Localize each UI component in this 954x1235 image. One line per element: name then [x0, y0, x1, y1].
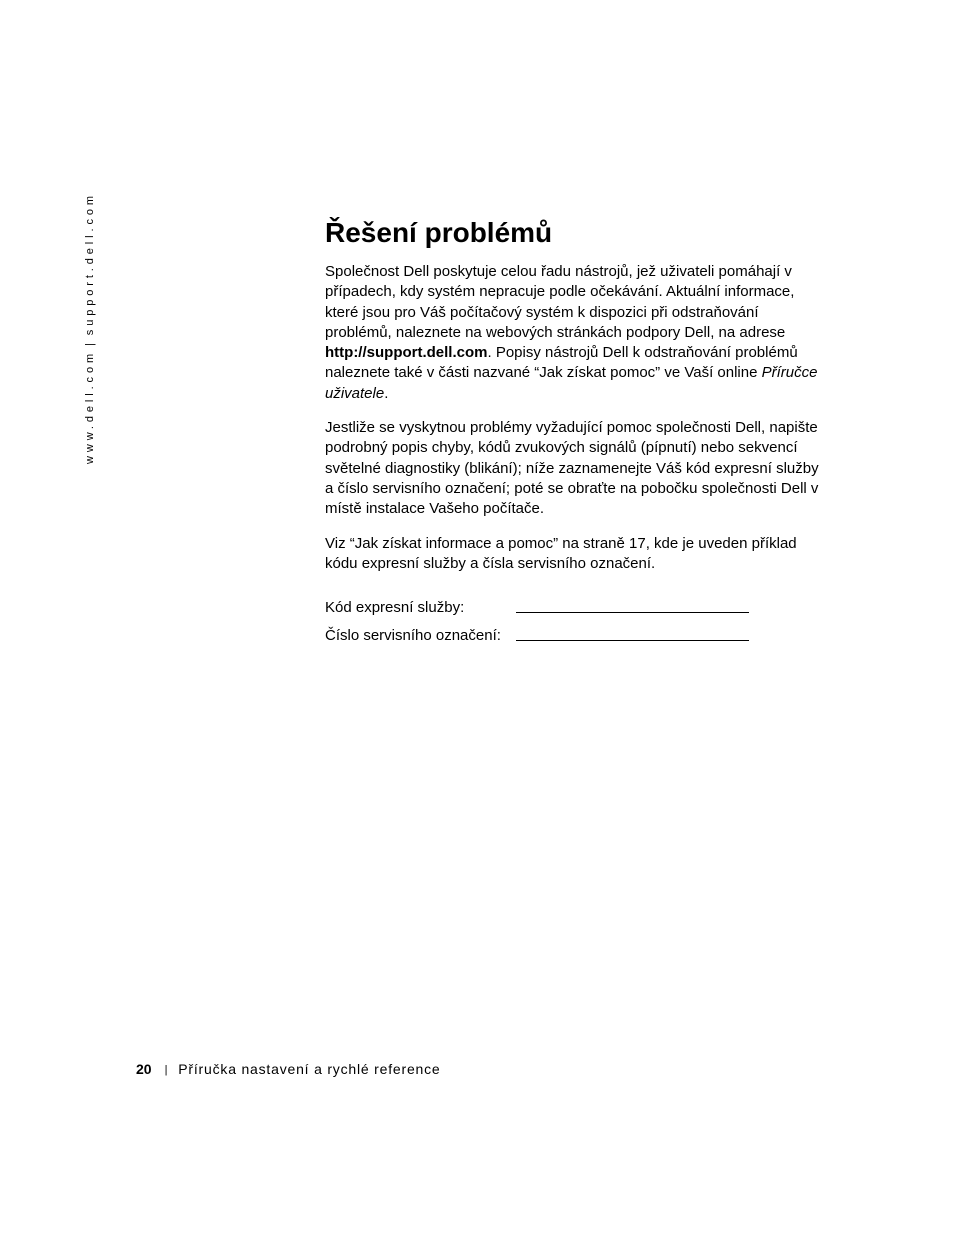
page-footer — [136, 1061, 441, 1077]
sidebar-separator: | — [84, 339, 96, 346]
intro-end: . — [384, 384, 389, 402]
paragraph-reference: Viz “Jak získat informace a pomoc” na straně 17, kde je uveden příklad kódu expresní služby a čísla servisního označení. — [325, 534, 797, 572]
page-number: 20 — [136, 1061, 152, 1077]
express-code-label: Kód expresní služby: — [325, 599, 465, 617]
paragraph-contact: Jestliže se vyskytnou problémy vyžadující pomoc společnosti Dell, napište podrobný popis chyby, kódů zvukových signálů (pípnutí) nebo sekvencí světelné diagnostiky (blikání); níže zaznamenejte Váš kód expresní služby a číslo servisního označení; poté se obraťte na pobočku společnosti Dell v místě instalace Vašeho počítače. — [325, 419, 819, 518]
intro-text: Společnost Dell poskytuje celou řadu nástrojů, jež uživateli pomáhají v případech, kdy systém nepracuje podle očekávání. Aktuální informace, které jsou pro Váš počítačový systém k dispozici při odstraňování problémů, naleznete na webových stránkách podpory Dell, na adrese — [325, 263, 795, 341]
paragraph-intro — [325, 262, 820, 404]
service-tag-label: Číslo servisního označení: — [325, 627, 501, 645]
user-guide-title: Příručce uživatele — [325, 364, 818, 402]
express-code-row — [325, 588, 820, 616]
express-code-blank — [516, 596, 749, 613]
intro-mid: . Popisy nástrojů Dell k odstraňování problémů naleznete také v části nazvané “Jak získat pomoc” ve Vaší online — [325, 344, 798, 382]
footer-separator: | — [164, 1064, 169, 1076]
service-tag-blank — [516, 624, 749, 641]
section-title: Řešení problémů — [325, 217, 553, 248]
sidebar-support-site: support.dell.com — [84, 192, 96, 336]
support-link: http://support.dell.com — [325, 344, 488, 362]
book-title: Příručka nastavení a rychlé reference — [178, 1061, 441, 1077]
sidebar-site: www.dell.com — [84, 349, 96, 464]
sidebar-url — [84, 192, 96, 464]
service-tag-row — [325, 616, 820, 644]
main-content — [325, 214, 820, 644]
